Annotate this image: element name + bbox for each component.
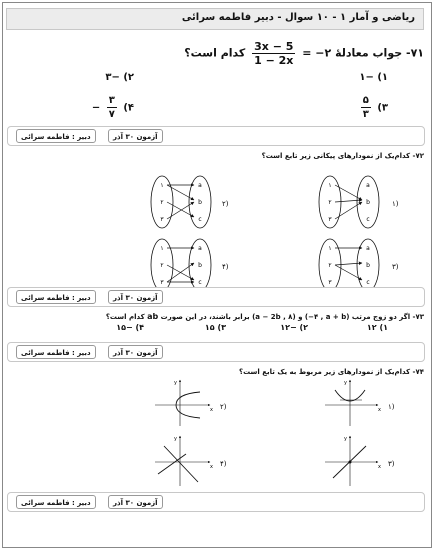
exam-date-badge: آزمون ۳۰ آذر (108, 290, 163, 304)
domain-label-3: ۳ (160, 216, 164, 223)
arrow-diagram-option-1 (319, 176, 399, 228)
option-number: ۱) (377, 72, 388, 83)
codomain-label-c: c (198, 216, 202, 223)
codomain-label-c: c (366, 279, 370, 286)
graph-option-4 (155, 436, 227, 486)
arrow-diagram-option-4 (151, 239, 229, 291)
codomain-label-a: a (366, 182, 370, 189)
domain-label-1: ۱ (160, 182, 164, 189)
mapping-arrow (167, 263, 194, 282)
option-label: ۴) (222, 263, 229, 271)
codomain-label-b: b (366, 262, 370, 269)
teacher-badge: دبیر : فاطمه سرائی (16, 129, 96, 143)
domain-label-3: ۳ (328, 279, 332, 286)
option-label: ۱) (388, 403, 395, 411)
option-value: −۱۲ (280, 323, 297, 332)
domain-label-2: ۲ (328, 199, 332, 206)
option-label: ۱) (392, 200, 399, 208)
question-footer (7, 492, 425, 512)
fraction-numerator: 3x − 5 (254, 40, 294, 53)
mapping-arrow (335, 263, 362, 265)
teacher-badge: دبیر : فاطمه سرائی (16, 345, 96, 359)
question-footer (7, 342, 425, 362)
option-value: −۳ (105, 72, 120, 83)
question-74-stem: ۷۴- کدام‌یک از نمودارهای زیر مربوط به یک تابع است؟ (239, 368, 424, 376)
y-axis-label: y (174, 380, 177, 386)
codomain-label-b: b (366, 199, 370, 206)
teacher-badge: دبیر : فاطمه سرائی (16, 495, 96, 509)
option-71-1[interactable] (359, 72, 388, 83)
option-number: ۱) (379, 323, 388, 332)
codomain-label-a: a (366, 245, 370, 252)
option-73-4[interactable] (116, 323, 144, 332)
option-value: ۱۵ (204, 323, 215, 332)
option-label: ۴) (220, 460, 227, 468)
codomain-label-c: c (366, 216, 370, 223)
question-73-part-b: برابر باشند، در این صورت (160, 313, 250, 321)
question-73-part-a: ۷۳- اگر دو زوج مرتب (351, 313, 424, 321)
codomain-label-b: b (198, 199, 202, 206)
mapping-arrow (335, 200, 362, 202)
fraction-denominator: ۳ (362, 109, 369, 120)
option-label: ۲) (220, 403, 227, 411)
option-number: ۲) (123, 72, 134, 83)
mapping-arrow (335, 265, 362, 280)
fraction-numerator: ۵ (362, 95, 369, 106)
teacher-badge: دبیر : فاطمه سرائی (16, 290, 96, 304)
codomain-label-a: a (198, 182, 202, 189)
y-axis-label: y (174, 436, 177, 442)
option-value: ۱۲ (366, 323, 377, 332)
option-number: ۳) (377, 102, 388, 114)
arrow-diagram-option-3 (319, 239, 399, 291)
option-73-2[interactable] (280, 323, 308, 332)
option-71-4[interactable] (92, 94, 134, 121)
curve (158, 454, 186, 474)
conjunction: و (298, 313, 303, 321)
option-71-3[interactable] (358, 94, 388, 121)
codomain-label-c: c (198, 279, 202, 286)
domain-label-3: ۳ (160, 279, 164, 286)
domain-label-2: ۲ (160, 199, 164, 206)
product-ab: ab (147, 312, 159, 321)
option-number: ۲) (299, 323, 308, 332)
option-value: −۱ (359, 72, 374, 83)
question-71-suffix: کدام است؟ (184, 46, 246, 60)
domain-label-2: ۲ (328, 262, 332, 269)
question-71-fraction (252, 40, 295, 67)
question-72-stem: ۷۲- کدام‌یک از نمودارهای پیکانی زیر تابع است؟ (261, 152, 424, 160)
domain-label-1: ۱ (328, 182, 332, 189)
option-number: ۴) (135, 323, 144, 332)
codomain-label-a: a (198, 245, 202, 252)
ordered-pair-1: (−۴ , a + b) (304, 313, 350, 321)
option-fraction (361, 94, 371, 121)
option-73-3[interactable] (205, 323, 226, 332)
fraction-denominator: ۷ (108, 109, 115, 120)
option-number: ۴) (123, 102, 134, 114)
domain-label-1: ۱ (328, 245, 332, 252)
x-axis-label: x (378, 407, 381, 413)
y-axis-label: y (344, 436, 347, 442)
arrow-diagram-option-2 (151, 176, 229, 228)
x-axis-label: x (210, 407, 213, 413)
question-74-graphs (0, 378, 434, 488)
curve (164, 446, 198, 482)
ordered-pair-2: (a − 2b , ۸) (252, 313, 296, 321)
option-label: ۳) (392, 263, 399, 271)
codomain-label-b: b (198, 262, 202, 269)
graph-option-3 (325, 436, 395, 486)
domain-label-3: ۳ (328, 216, 332, 223)
x-axis-label: x (210, 464, 213, 470)
page-title: ریاضی و آمار ۱ - ۱۰ سوال - دبیر فاطمه سرائی (181, 12, 415, 23)
option-71-2[interactable] (105, 72, 134, 83)
point-marker (349, 461, 352, 464)
graph-option-1 (325, 380, 395, 426)
question-71-prefix: ۷۱- جواب معادلهٔ (335, 46, 424, 60)
question-71-stem (184, 40, 424, 67)
domain-label-2: ۲ (160, 262, 164, 269)
option-label: ۳) (388, 460, 395, 468)
option-fraction (107, 94, 117, 121)
page-header (6, 8, 424, 30)
question-71-rhs: = −۲ (302, 46, 332, 60)
y-axis-label: y (344, 380, 347, 386)
fraction-numerator: ۳ (108, 95, 115, 106)
option-label: ۲) (222, 200, 229, 208)
question-footer (7, 126, 425, 146)
exam-date-badge: آزمون ۳۰ آذر (108, 495, 163, 509)
option-sign: − (91, 102, 101, 114)
exam-date-badge: آزمون ۳۰ آذر (108, 345, 163, 359)
graph-option-2 (155, 380, 227, 426)
x-axis-label: x (378, 464, 381, 470)
question-footer (7, 287, 425, 307)
exam-date-badge: آزمون ۳۰ آذر (108, 129, 163, 143)
fraction-denominator: 1 − 2x (254, 54, 294, 67)
domain-label-1: ۱ (160, 245, 164, 252)
option-number: ۳) (217, 323, 226, 332)
question-73-part-c: کدام است؟ (105, 313, 145, 321)
question-73-stem (106, 312, 424, 321)
option-value: −۱۵ (116, 323, 133, 332)
option-73-1[interactable] (367, 323, 388, 332)
